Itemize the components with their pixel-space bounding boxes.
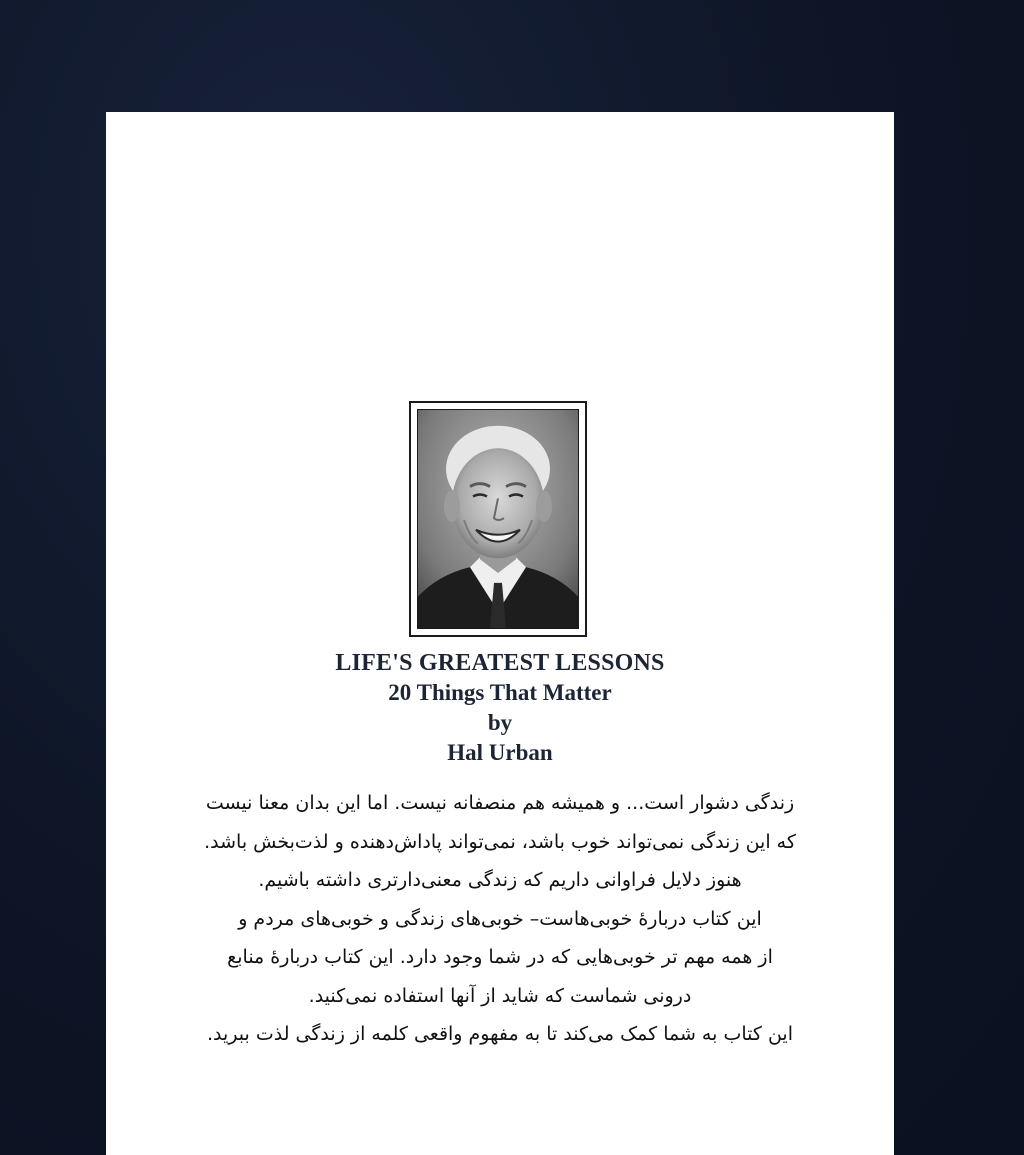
book-author: Hal Urban [447,740,553,765]
blurb-line: از همه مهم تر خوبی‌هایی که در شما وجود دارد. این کتاب دربارهٔ منابع [227,946,773,968]
book-by-label: by [487,710,513,735]
blurb-line: زندگی دشوار است... و همیشه هم منصفانه نیست. اما این بدان معنا نیست [205,792,795,814]
blurb-line: که این زندگی نمی‌تواند خوب باشد، نمی‌تواند پاداش‌دهنده و لذت‌بخش باشد. [204,830,796,853]
book-title: LIFE'S GREATEST LESSONS [335,650,665,676]
blurb-line: هنوز دلایل فراوانی داریم که زندگی معنی‌دارتری داشته باشیم. [258,869,742,891]
book-subtitle: 20 Things That Matter [388,680,612,705]
book-title-block [106,648,894,768]
back-cover-page [106,112,894,1155]
blurb-line: این کتاب به شما کمک می‌کند تا به مفهوم واقعی کلمه از زندگی لذت ببرید. [207,1023,793,1045]
author-portrait-icon [417,409,579,629]
book-blurb [166,784,834,1054]
blurb-line: درونی شماست که شاید از آنها استفاده نمی‌کنید. [308,984,692,1007]
author-photo-frame [409,401,587,637]
blurb-line: این کتاب دربارهٔ خوبی‌هاست– خوبی‌های زندگی و خوبی‌های مردم و [238,907,762,930]
